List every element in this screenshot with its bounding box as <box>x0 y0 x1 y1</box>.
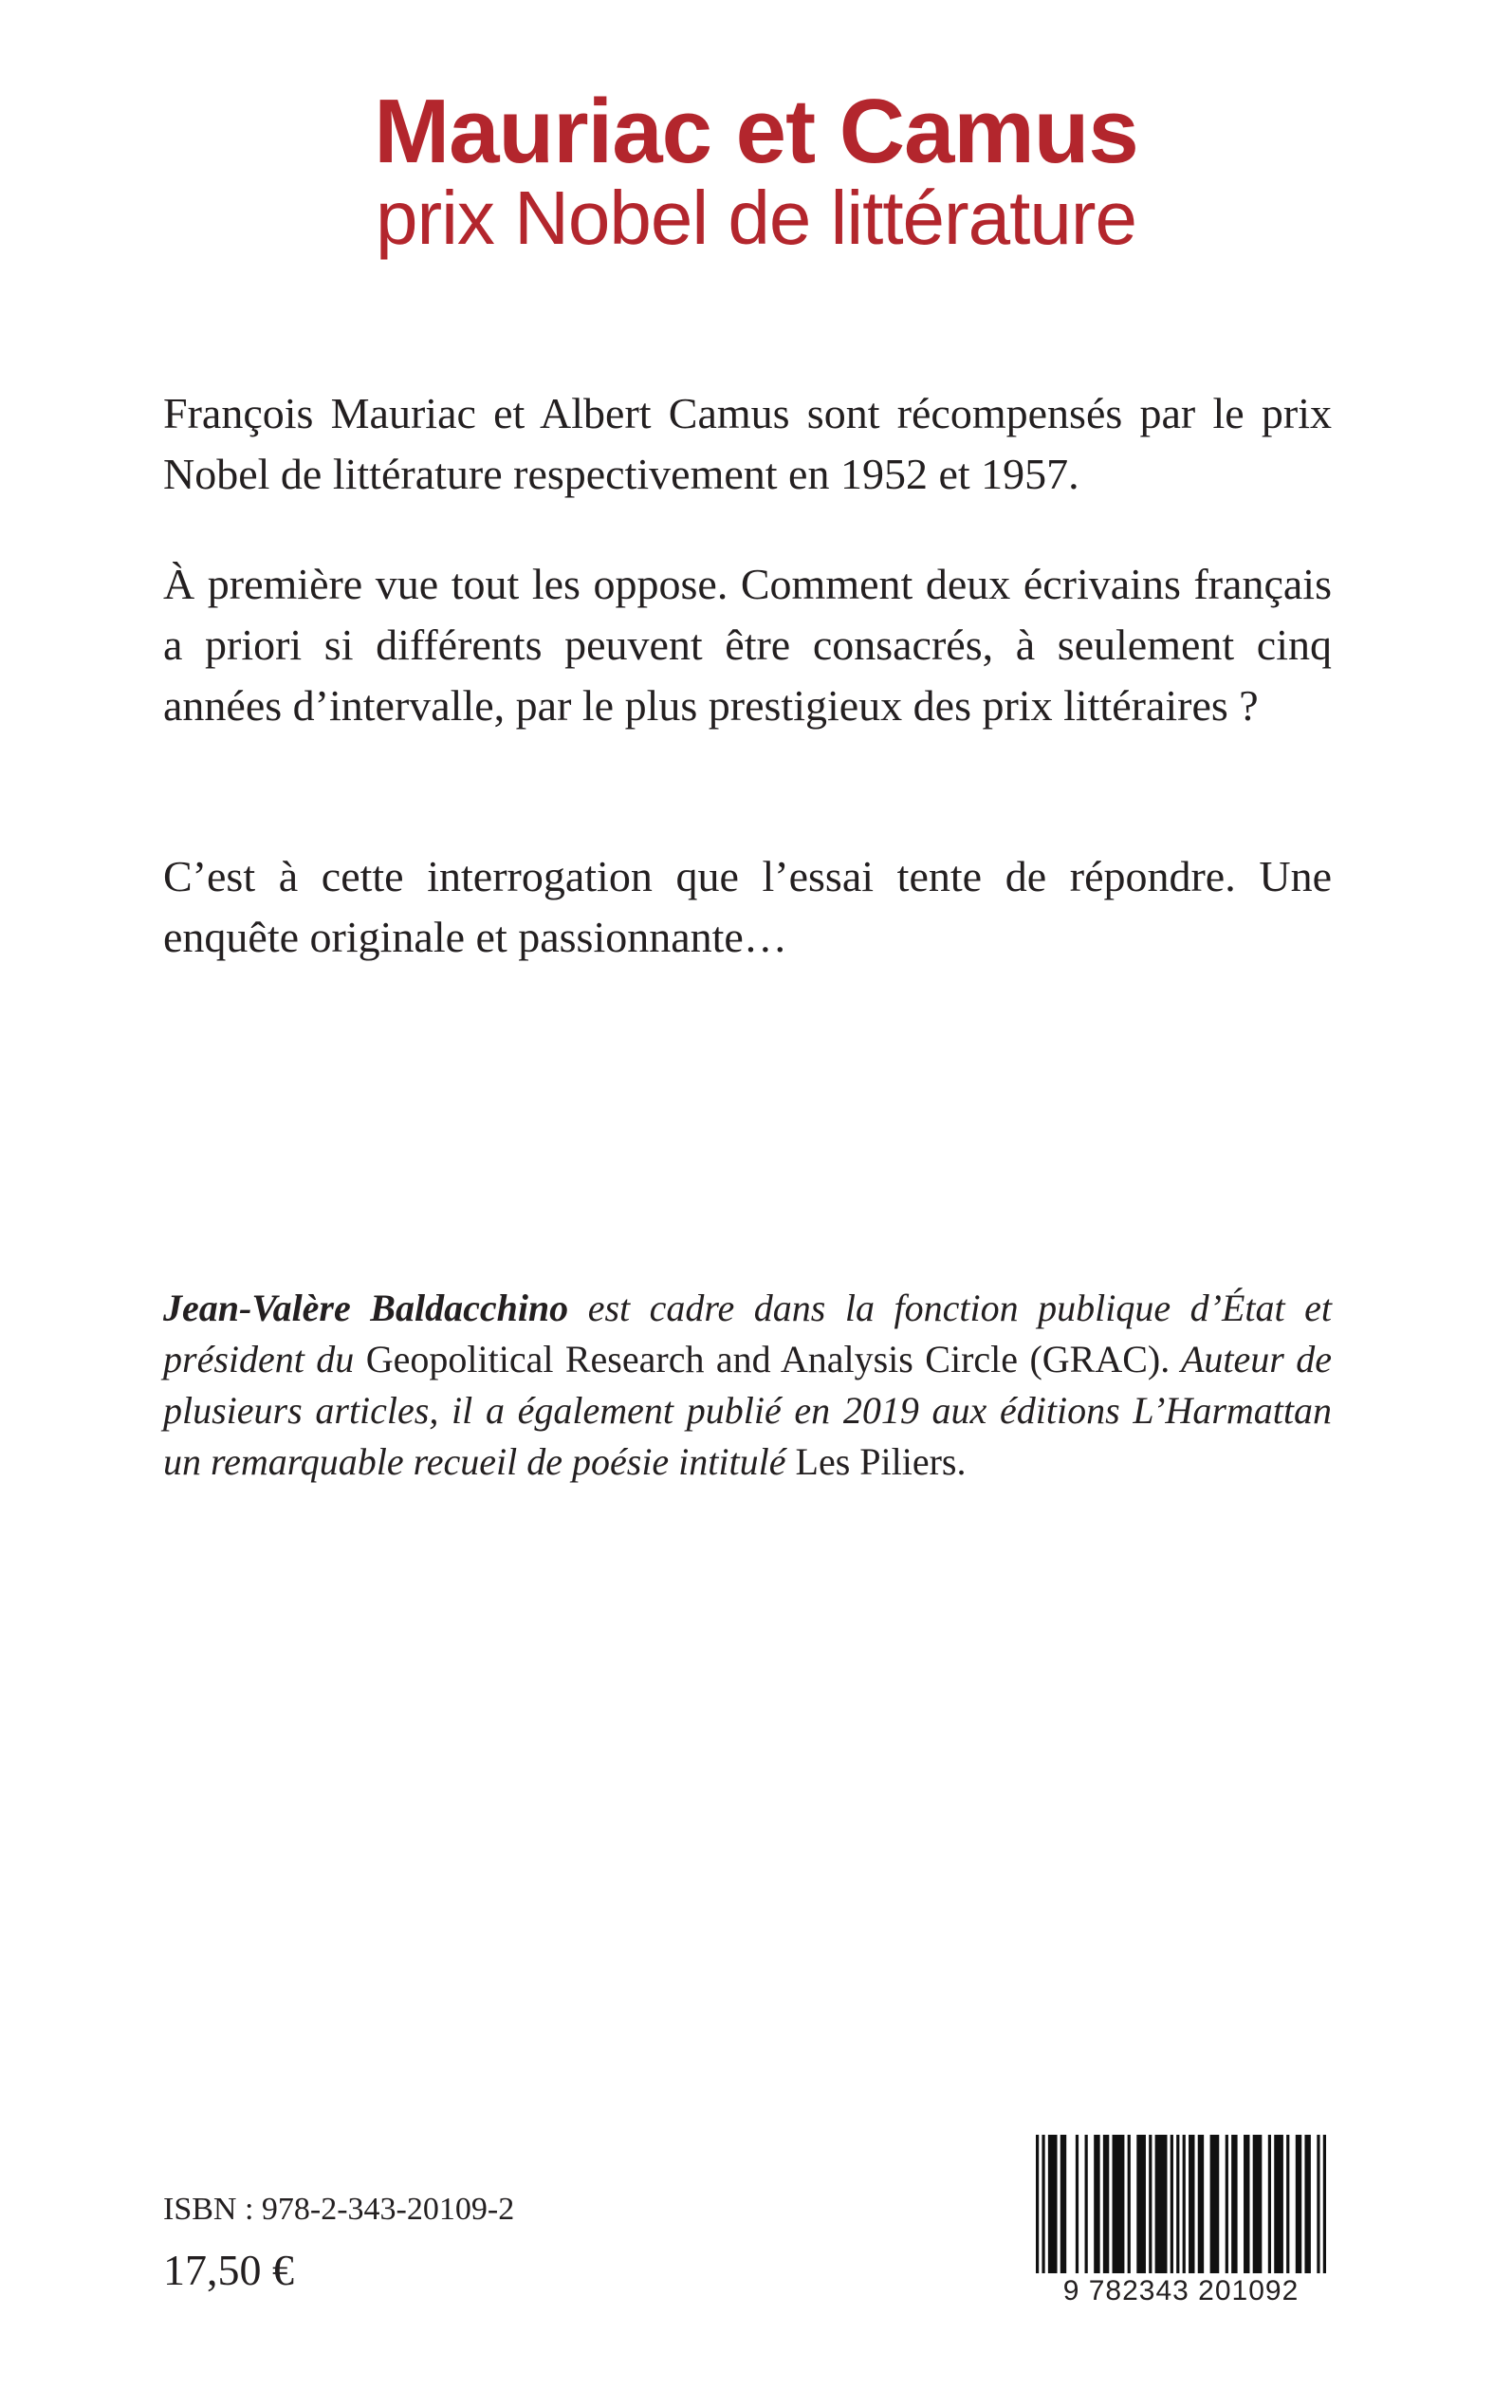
barcode-bar <box>1226 2135 1228 2273</box>
barcode-bar <box>1296 2135 1301 2273</box>
barcode-bar <box>1189 2135 1194 2273</box>
bio-book-title: Les Piliers. <box>795 1440 967 1483</box>
barcode-digits: 9 782343 201092 <box>1062 2275 1300 2306</box>
barcode-bar <box>1042 2135 1044 2273</box>
barcode-bar <box>1198 2135 1204 2273</box>
bio-text-1: est cadre dans la fonction publique d’État et président du <box>163 1287 1332 1380</box>
barcode-bar <box>1149 2135 1152 2273</box>
barcode-bar <box>1323 2135 1326 2273</box>
barcode-bar <box>1176 2135 1179 2273</box>
barcode-bar <box>1085 2135 1088 2273</box>
barcode-bar <box>1274 2135 1283 2273</box>
barcode-bar <box>1060 2135 1066 2273</box>
description-paragraph-3: C’est à cette interrogation que l’essai tente de répondre. Une enquête originale et passionnante… <box>163 852 1332 961</box>
barcode-bar <box>1286 2135 1289 2273</box>
barcode-bar <box>1183 2135 1186 2273</box>
barcode-bar <box>1113 2135 1125 2273</box>
barcode-bar <box>1244 2135 1249 2273</box>
barcode-bar <box>1171 2135 1173 2273</box>
description-paragraph-1: François Mauriac et Albert Camus sont récompensés par le prix Nobel de littérature respectivement en 1952 et 1957. <box>163 389 1332 498</box>
barcode-bar <box>1268 2135 1271 2273</box>
barcode-bar <box>1076 2135 1079 2273</box>
barcode-bar <box>1155 2135 1168 2273</box>
bio-organization: Geopolitical Research and Analysis Circle (GRAC). <box>365 1338 1171 1380</box>
barcode-bar <box>1231 2135 1237 2273</box>
description-paragraph-2: À première vue tout les oppose. Comment deux écrivains français a priori si différents peuvent être consacrés, à seulement cinq années d’intervalle, par le plus prestigieux des prix littéraires ? <box>163 560 1332 730</box>
barcode-bar <box>1304 2135 1310 2273</box>
barcode-bar <box>1094 2135 1099 2273</box>
barcode-bar <box>1253 2135 1263 2273</box>
barcode-bar <box>1103 2135 1109 2273</box>
author-name: Jean-Valère Baldacchino <box>163 1287 569 1329</box>
barcode-bar <box>1136 2135 1146 2273</box>
barcode-bar <box>1210 2135 1220 2273</box>
barcode-bar <box>1036 2135 1039 2273</box>
bio-text-2: Auteur de plusieurs articles, il a également publié en 2019 aux éditions L’Harmattan un remarquable recueil de poésie intitulé <box>163 1338 1332 1483</box>
barcode-bars <box>1036 2135 1326 2273</box>
barcode-bar <box>1128 2135 1131 2273</box>
barcode <box>1036 2135 1326 2306</box>
isbn-label: ISBN : 978-2-343-20109-2 <box>163 2192 515 2227</box>
book-subtitle: prix Nobel de littérature <box>375 176 1137 260</box>
barcode-bar <box>1317 2135 1319 2273</box>
book-title: Mauriac et Camus <box>374 81 1138 182</box>
price-label: 17,50 € <box>163 2246 294 2294</box>
barcode-bar <box>1048 2135 1058 2273</box>
author-bio <box>163 1283 1332 1488</box>
